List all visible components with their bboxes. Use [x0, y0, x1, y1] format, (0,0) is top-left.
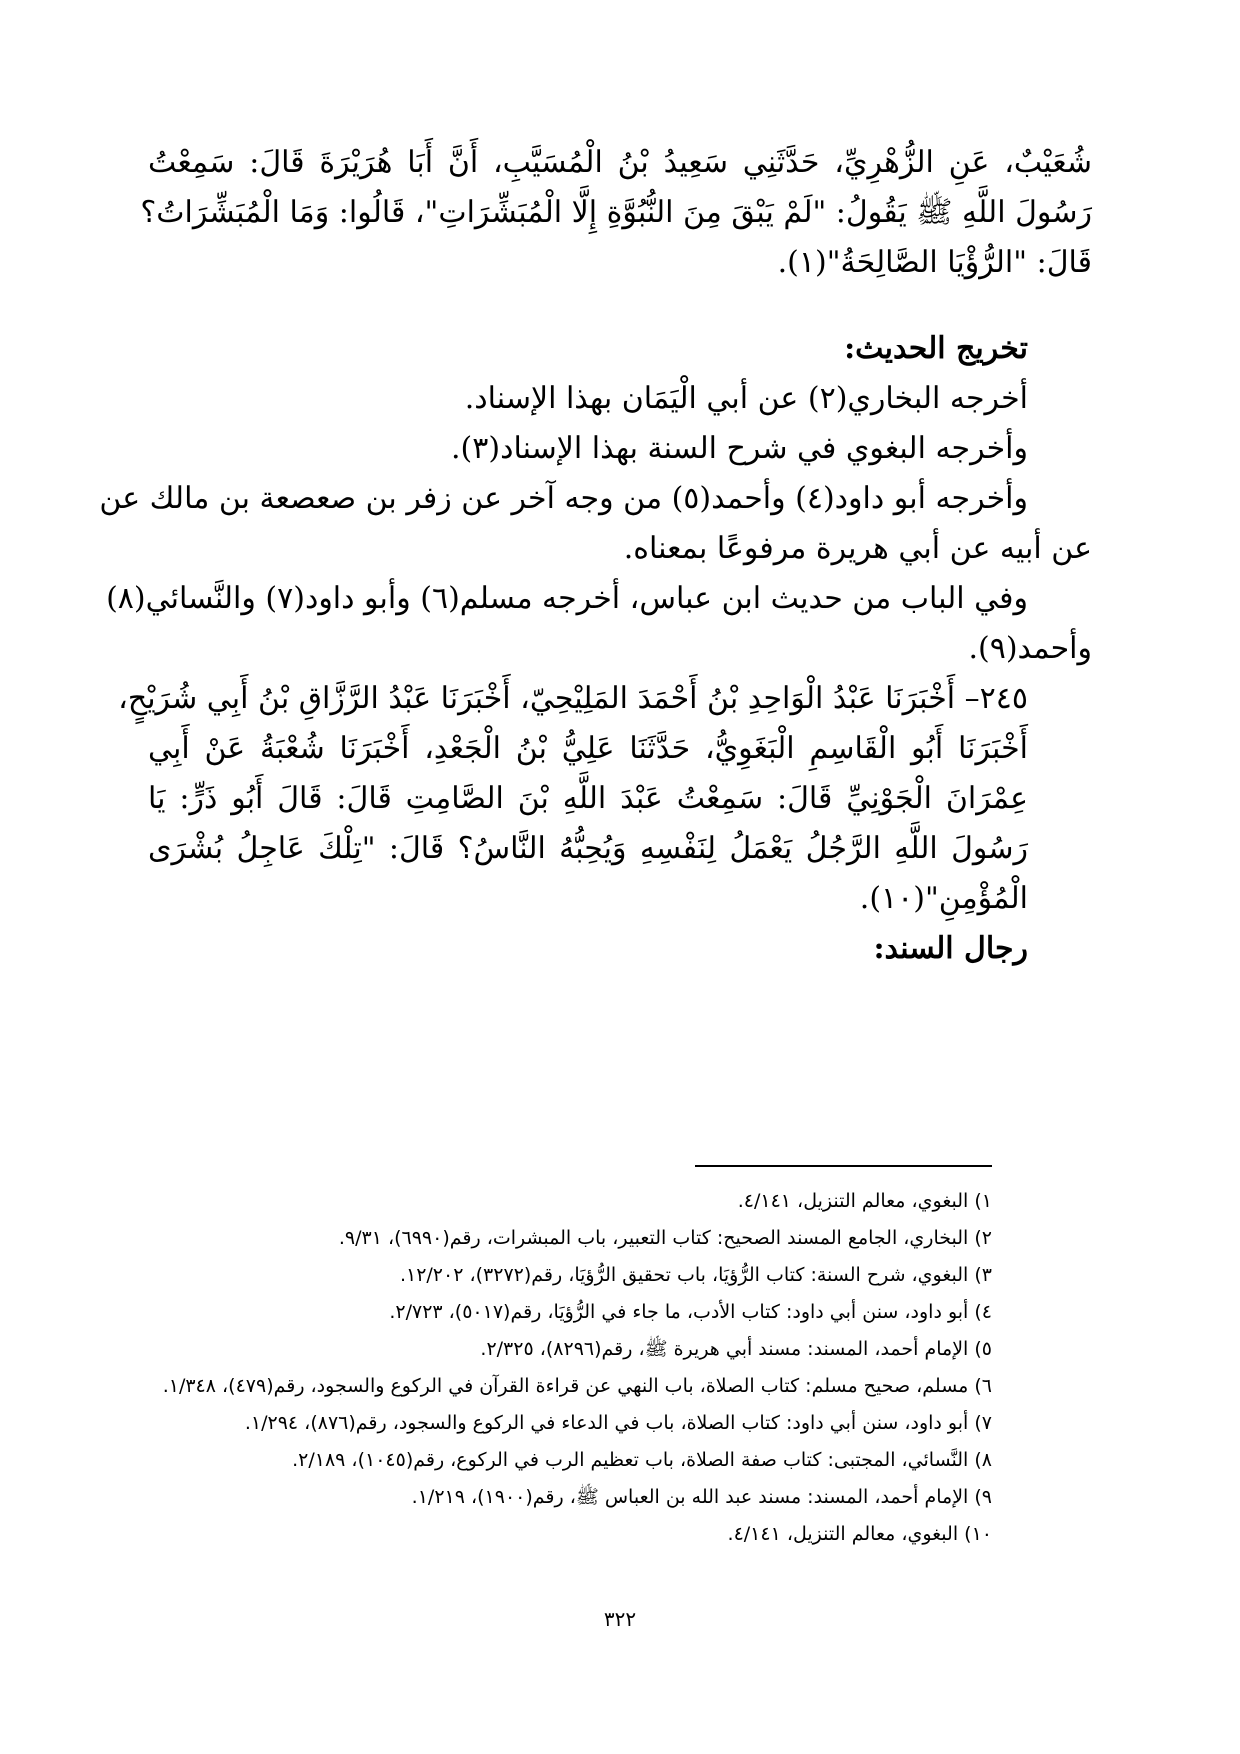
footnote: ٨) النَّسائي، المجتبى: كتاب صفة الصلاة، باب تعظيم الرب في الركوع، رقم(١٠٤٥)، ٢/١٨٩. [292, 1449, 992, 1471]
takhrij-line: وأخرجه أبو داود(٤) وأحمد(٥) من وجه آخر عن زفر بن صعصعة بن مالك عن [99, 481, 1028, 516]
page-number: ٣٢٢ [603, 1607, 637, 1631]
footnote: ٧) أبو داود، سنن أبي داود: كتاب الصلاة، باب في الدعاء في الركوع والسجود، رقم(٨٧٦)، ١/٢٩٤. [244, 1412, 992, 1434]
takhrij-line: عن أبيه عن أبي هريرة مرفوعًا بمعناه. [623, 531, 1092, 566]
hadith-245-line: الْمُؤْمِنِ"(١٠). [859, 881, 1028, 916]
hadith-245-line: عِمْرَانَ الْجَوْنِيِّ قَالَ: سَمِعْتُ عَبْدَ اللَّهِ بْنَ الصَّامِتِ قَالَ: قَالَ أَبُو ذَرٍّ: يَا [148, 781, 1028, 816]
footnote-separator [695, 1165, 992, 1167]
takhrij-line: وأخرجه البغوي في شرح السنة بهذا الإسناد(٣). [451, 431, 1028, 466]
section-heading-rijal: رجال السند: [873, 931, 1028, 966]
takhrij-line: وفي الباب من حديث ابن عباس، أخرجه مسلم(٦) وأبو داود(٧) والنَّسائي(٨) [106, 581, 1028, 616]
hadith-text-line: رَسُولَ اللَّهِ ﷺ يَقُولُ: "لَمْ يَبْقَ مِنَ النُّبُوَّةِ إِلَّا الْمُبَشِّرَاتِ"، قَالُوا: وَمَا الْمُبَشِّرَاتُ؟ [140, 195, 1092, 230]
takhrij-line: أخرجه البخاري(٢) عن أبي الْيَمَان بهذا الإسناد. [464, 381, 1028, 416]
footnote: ١٠) البغوي، معالم التنزيل، ٤/١٤١. [727, 1523, 992, 1545]
hadith-245-line: ٢٤٥– أَخْبَرَنَا عَبْدُ الْوَاحِدِ بْنُ أَحْمَدَ المَلِيْحِيّ، أَخْبَرَنَا عَبْدُ الرَّزَّاقِ بْنُ أَبِي شُرَيْحٍ، [118, 681, 1028, 716]
hadith-245-line: رَسُولَ اللَّهِ الرَّجُلُ يَعْمَلُ لِنَفْسِهِ وَيُحِبُّهُ النَّاسُ؟ قَالَ: "تِلْكَ عَاجِلُ بُشْرَى [148, 831, 1028, 866]
main-text [99, 138, 1092, 974]
hadith-text-line: شُعَيْبٌ، عَنِ الزُّهْرِيِّ، حَدَّثَنِي سَعِيدُ بْنُ الْمُسَيَّبِ، أَنَّ أَبَا هُرَيْرَةَ قَالَ: سَمِعْتُ [148, 145, 1092, 180]
footnotes [148, 1183, 992, 1553]
footnote: ٤) أبو داود، سنن أبي داود: كتاب الأدب، ما جاء في الرُّؤيَا، رقم(٥٠١٧)، ٢/٧٢٣. [389, 1301, 992, 1323]
footnote: ١) البغوي، معالم التنزيل، ٤/١٤١. [737, 1190, 992, 1212]
footnote: ٩) الإمام أحمد، المسند: مسند عبد الله بن العباس ﷺ، رقم(١٩٠٠)، ١/٢١٩. [411, 1486, 992, 1508]
footnote: ٣) البغوي، شرح السنة: كتاب الرُّؤيَا، باب تحقيق الرُّؤيَا، رقم(٣٢٧٢)، ١٢/٢٠٢. [399, 1264, 992, 1286]
footnote: ٦) مسلم، صحيح مسلم: كتاب الصلاة، باب النهي عن قراءة القرآن في الركوع والسجود، رقم(٤٧٩)، ١/٣٤٨. [162, 1375, 992, 1397]
hadith-text-line: قَالَ: "الرُّؤْيَا الصَّالِحَةُ"(١). [777, 245, 1092, 280]
hadith-245-line: أَخْبَرَنَا أَبُو الْقَاسِمِ الْبَغَوِيُّ، حَدَّثَنَا عَلِيُّ بْنُ الْجَعْدِ، أَخْبَرَنَا شُعْبَةُ عَنْ أَبِي [148, 731, 1028, 766]
takhrij-line: وأحمد(٩). [968, 631, 1092, 666]
footnote: ٥) الإمام أحمد، المسند: مسند أبي هريرة ﷺ، رقم(٨٢٩٦)، ٢/٣٢٥. [480, 1338, 992, 1360]
footnote: ٢) البخاري، الجامع المسند الصحيح: كتاب التعبير، باب المبشرات، رقم(٦٩٩٠)، ٩/٣١. [338, 1227, 992, 1249]
section-heading-takhrij: تخريج الحديث: [844, 331, 1028, 366]
